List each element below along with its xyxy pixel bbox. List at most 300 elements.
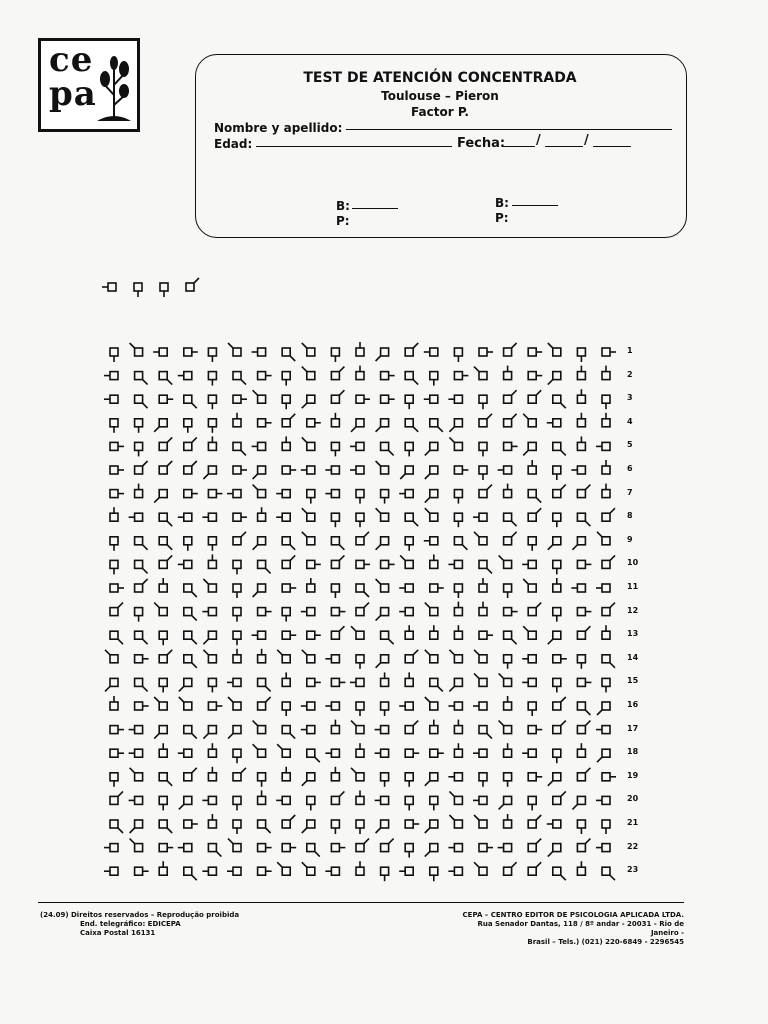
symbol-d[interactable] xyxy=(454,490,462,504)
symbol-r[interactable] xyxy=(356,395,370,403)
symbol-l[interactable] xyxy=(129,749,143,757)
symbol-dl[interactable] xyxy=(572,796,585,809)
symbol-dr[interactable] xyxy=(282,726,295,739)
symbol-ur[interactable] xyxy=(602,603,615,616)
symbol-r[interactable] xyxy=(479,348,493,356)
symbol-dl[interactable] xyxy=(376,655,389,668)
symbol-d[interactable] xyxy=(405,537,413,551)
symbol-ur[interactable] xyxy=(553,721,566,734)
symbol-l[interactable] xyxy=(276,513,290,521)
symbol-dl[interactable] xyxy=(154,726,167,739)
symbol-ur[interactable] xyxy=(356,603,369,616)
symbol-d[interactable] xyxy=(553,513,561,527)
symbol-dl[interactable] xyxy=(548,537,561,550)
symbol-ur[interactable] xyxy=(233,768,246,781)
symbol-l[interactable] xyxy=(596,726,610,734)
symbol-dr[interactable] xyxy=(159,372,172,385)
symbol-d[interactable] xyxy=(430,796,438,810)
symbol-dr[interactable] xyxy=(356,584,369,597)
symbol-r[interactable] xyxy=(208,490,222,498)
symbol-d[interactable] xyxy=(208,678,216,692)
symbol-ur[interactable] xyxy=(528,815,541,828)
symbol-ul[interactable] xyxy=(474,367,487,380)
symbol-l[interactable] xyxy=(473,749,487,757)
symbol-l[interactable] xyxy=(571,466,585,474)
symbol-l[interactable] xyxy=(325,655,339,663)
symbol-d[interactable] xyxy=(454,348,462,362)
symbol-d[interactable] xyxy=(159,678,167,692)
symbol-dl[interactable] xyxy=(425,442,438,455)
symbol-dl[interactable] xyxy=(376,537,389,550)
symbol-r[interactable] xyxy=(331,844,345,852)
symbol-u[interactable] xyxy=(356,861,364,875)
symbol-d[interactable] xyxy=(553,678,561,692)
symbol-ul[interactable] xyxy=(302,650,315,663)
symbol-u[interactable] xyxy=(208,743,216,757)
symbol-l[interactable] xyxy=(301,726,315,734)
symbol-u[interactable] xyxy=(577,436,585,450)
symbol-dl[interactable] xyxy=(425,466,438,479)
symbol-ur[interactable] xyxy=(577,485,590,498)
symbol-ur[interactable] xyxy=(135,461,148,474)
symbol-l[interactable] xyxy=(104,867,118,875)
symbol-d[interactable] xyxy=(405,773,413,787)
symbol-l[interactable] xyxy=(350,442,364,450)
symbol-ur[interactable] xyxy=(405,650,418,663)
symbol-d[interactable] xyxy=(356,490,364,504)
symbol-dr[interactable] xyxy=(307,844,320,857)
symbol-l[interactable] xyxy=(104,395,118,403)
symbol-ul[interactable] xyxy=(253,390,266,403)
symbol-l[interactable] xyxy=(547,820,561,828)
symbol-l[interactable] xyxy=(448,844,462,852)
symbol-l[interactable] xyxy=(375,726,389,734)
symbol-d[interactable] xyxy=(282,395,290,409)
symbol-dl[interactable] xyxy=(548,372,561,385)
symbol-dl[interactable] xyxy=(548,844,561,857)
symbol-ur[interactable] xyxy=(528,508,541,521)
symbol-r[interactable] xyxy=(258,419,272,427)
symbol-d[interactable] xyxy=(282,608,290,622)
symbol-ur[interactable] xyxy=(331,390,344,403)
symbol-d[interactable] xyxy=(110,537,118,551)
symbol-u[interactable] xyxy=(430,625,438,639)
symbol-d[interactable] xyxy=(430,867,438,881)
symbol-dr[interactable] xyxy=(135,560,148,573)
symbol-dl[interactable] xyxy=(253,537,266,550)
symbol-u[interactable] xyxy=(454,602,462,616)
symbol-ur[interactable] xyxy=(504,532,517,545)
symbol-r[interactable] xyxy=(110,584,124,592)
symbol-l[interactable] xyxy=(301,702,315,710)
symbol-ul[interactable] xyxy=(474,532,487,545)
symbol-r[interactable] xyxy=(430,584,444,592)
symbol-r[interactable] xyxy=(331,608,345,616)
symbol-r[interactable] xyxy=(381,560,395,568)
symbol-d[interactable] xyxy=(110,773,118,787)
symbol-ul[interactable] xyxy=(154,697,167,710)
symbol-dr[interactable] xyxy=(208,844,221,857)
symbol-l[interactable] xyxy=(399,867,413,875)
symbol-d[interactable] xyxy=(135,608,143,622)
symbol-l[interactable] xyxy=(178,513,192,521)
symbol-dr[interactable] xyxy=(553,867,566,880)
symbol-dl[interactable] xyxy=(228,726,241,739)
symbol-dl[interactable] xyxy=(548,631,561,644)
symbol-dr[interactable] xyxy=(135,395,148,408)
symbol-ul[interactable] xyxy=(277,744,290,757)
symbol-ur[interactable] xyxy=(184,768,197,781)
symbol-l[interactable] xyxy=(325,490,339,498)
symbol-l[interactable] xyxy=(375,749,389,757)
symbol-u[interactable] xyxy=(258,649,266,663)
symbol-u[interactable] xyxy=(602,366,610,380)
symbol-l[interactable] xyxy=(596,844,610,852)
symbol-dr[interactable] xyxy=(184,608,197,621)
symbol-d[interactable] xyxy=(135,442,143,456)
symbol-d[interactable] xyxy=(331,513,339,527)
symbol-r[interactable] xyxy=(454,466,468,474)
symbol-d[interactable] xyxy=(454,513,462,527)
symbol-ul[interactable] xyxy=(179,697,192,710)
symbol-l[interactable] xyxy=(498,466,512,474)
symbol-r[interactable] xyxy=(528,348,542,356)
symbol-l[interactable] xyxy=(301,608,315,616)
symbol-r[interactable] xyxy=(159,395,173,403)
symbol-l[interactable] xyxy=(473,702,487,710)
symbol-ul[interactable] xyxy=(228,343,241,356)
symbol-ul[interactable] xyxy=(130,768,143,781)
symbol-r[interactable] xyxy=(307,678,321,686)
symbol-ul[interactable] xyxy=(425,508,438,521)
symbol-d[interactable] xyxy=(405,844,413,858)
symbol-ul[interactable] xyxy=(474,673,487,686)
symbol-r[interactable] xyxy=(577,678,591,686)
symbol-dr[interactable] xyxy=(381,442,394,455)
symbol-d[interactable] xyxy=(479,442,487,456)
symbol-l[interactable] xyxy=(301,466,315,474)
symbol-ul[interactable] xyxy=(302,343,315,356)
symbol-r[interactable] xyxy=(135,655,149,663)
symbol-u[interactable] xyxy=(553,578,561,592)
symbol-dl[interactable] xyxy=(425,773,438,786)
symbol-dr[interactable] xyxy=(184,631,197,644)
symbol-l[interactable] xyxy=(252,442,266,450)
symbol-r[interactable] xyxy=(307,560,321,568)
symbol-ul[interactable] xyxy=(425,603,438,616)
symbol-ur[interactable] xyxy=(135,579,148,592)
symbol-u[interactable] xyxy=(258,507,266,521)
symbol-u[interactable] xyxy=(430,720,438,734)
symbol-dr[interactable] xyxy=(479,560,492,573)
symbol-ul[interactable] xyxy=(474,815,487,828)
symbol-ul[interactable] xyxy=(130,839,143,852)
symbol-dl[interactable] xyxy=(203,726,216,739)
symbol-dr[interactable] xyxy=(405,513,418,526)
symbol-d[interactable] xyxy=(479,395,487,409)
symbol-r[interactable] xyxy=(258,372,272,380)
symbol-dr[interactable] xyxy=(184,867,197,880)
symbol-ur[interactable] xyxy=(356,839,369,852)
symbol-d[interactable] xyxy=(553,749,561,763)
symbol-l[interactable] xyxy=(202,513,216,521)
symbol-dr[interactable] xyxy=(110,631,123,644)
symbol-ul[interactable] xyxy=(425,697,438,710)
symbol-d[interactable] xyxy=(159,631,167,645)
symbol-l[interactable] xyxy=(178,844,192,852)
symbol-d[interactable] xyxy=(356,820,364,834)
symbol-l[interactable] xyxy=(522,678,536,686)
symbol-dl[interactable] xyxy=(449,419,462,432)
symbol-dr[interactable] xyxy=(159,537,172,550)
symbol-d[interactable] xyxy=(331,584,339,598)
symbol-r[interactable] xyxy=(553,655,567,663)
symbol-d[interactable] xyxy=(405,395,413,409)
symbol-dr[interactable] xyxy=(258,678,271,691)
symbol-dr[interactable] xyxy=(282,348,295,361)
symbol-r[interactable] xyxy=(282,631,296,639)
symbol-r[interactable] xyxy=(258,608,272,616)
symbol-d[interactable] xyxy=(602,678,610,692)
symbol-dr[interactable] xyxy=(258,560,271,573)
symbol-u[interactable] xyxy=(159,861,167,875)
symbol-l[interactable] xyxy=(276,796,290,804)
symbol-u[interactable] xyxy=(430,554,438,568)
symbol-ur[interactable] xyxy=(405,721,418,734)
symbol-l[interactable] xyxy=(227,490,241,498)
symbol-u[interactable] xyxy=(602,460,610,474)
symbol-u[interactable] xyxy=(331,767,339,781)
symbol-r[interactable] xyxy=(282,584,296,592)
symbol-dr[interactable] xyxy=(602,867,615,880)
symbol-ur[interactable] xyxy=(233,532,246,545)
symbol-ul[interactable] xyxy=(302,437,315,450)
symbol-ur[interactable] xyxy=(577,768,590,781)
symbol-r[interactable] xyxy=(233,513,247,521)
symbol-dl[interactable] xyxy=(499,796,512,809)
symbol-dr[interactable] xyxy=(331,537,344,550)
symbol-u[interactable] xyxy=(504,743,512,757)
symbol-l[interactable] xyxy=(129,796,143,804)
symbol-dl[interactable] xyxy=(425,844,438,857)
symbol-dl[interactable] xyxy=(179,678,192,691)
symbol-r[interactable] xyxy=(331,678,345,686)
symbol-d[interactable] xyxy=(233,796,241,810)
symbol-dr[interactable] xyxy=(184,584,197,597)
symbol-u[interactable] xyxy=(159,578,167,592)
symbol-d[interactable] xyxy=(110,419,118,433)
symbol-dr[interactable] xyxy=(528,490,541,503)
symbol-ul[interactable] xyxy=(376,461,389,474)
symbol-dr[interactable] xyxy=(135,631,148,644)
symbol-l[interactable] xyxy=(473,796,487,804)
symbol-ul[interactable] xyxy=(499,721,512,734)
symbol-d[interactable] xyxy=(110,560,118,574)
symbol-d[interactable] xyxy=(454,584,462,598)
symbol-dl[interactable] xyxy=(376,348,389,361)
symbol-r[interactable] xyxy=(405,749,419,757)
symbol-d[interactable] xyxy=(602,395,610,409)
symbol-r[interactable] xyxy=(282,844,296,852)
symbol-ur[interactable] xyxy=(528,603,541,616)
symbol-dl[interactable] xyxy=(105,678,118,691)
symbol-ul[interactable] xyxy=(597,532,610,545)
symbol-u[interactable] xyxy=(282,436,290,450)
symbol-l[interactable] xyxy=(178,372,192,380)
symbol-ul[interactable] xyxy=(351,721,364,734)
symbol-r[interactable] xyxy=(184,820,198,828)
symbol-l[interactable] xyxy=(104,844,118,852)
symbol-dr[interactable] xyxy=(307,749,320,762)
symbol-d[interactable] xyxy=(577,820,585,834)
symbol-ul[interactable] xyxy=(449,437,462,450)
symbol-l[interactable] xyxy=(596,584,610,592)
symbol-ul[interactable] xyxy=(425,650,438,663)
symbol-u[interactable] xyxy=(504,814,512,828)
symbol-ur[interactable] xyxy=(282,815,295,828)
symbol-l[interactable] xyxy=(178,560,192,568)
symbol-dl[interactable] xyxy=(523,442,536,455)
symbol-ur[interactable] xyxy=(577,626,590,639)
symbol-dl[interactable] xyxy=(253,584,266,597)
symbol-ul[interactable] xyxy=(523,579,536,592)
symbol-r[interactable] xyxy=(504,442,518,450)
symbol-dl[interactable] xyxy=(376,419,389,432)
symbol-r[interactable] xyxy=(602,348,616,356)
symbol-dr[interactable] xyxy=(381,631,394,644)
symbol-ul[interactable] xyxy=(302,862,315,875)
symbol-r[interactable] xyxy=(381,395,395,403)
symbol-dl[interactable] xyxy=(597,702,610,715)
symbol-dl[interactable] xyxy=(154,490,167,503)
symbol-ur[interactable] xyxy=(553,791,566,804)
symbol-r[interactable] xyxy=(184,348,198,356)
symbol-ur[interactable] xyxy=(331,555,344,568)
symbol-dl[interactable] xyxy=(302,395,315,408)
symbol-d[interactable] xyxy=(356,702,364,716)
symbol-u[interactable] xyxy=(577,743,585,757)
symbol-d[interactable] xyxy=(208,537,216,551)
symbol-ur[interactable] xyxy=(184,461,197,474)
symbol-l[interactable] xyxy=(104,372,118,380)
symbol-dl[interactable] xyxy=(449,678,462,691)
symbol-dr[interactable] xyxy=(110,820,123,833)
symbol-u[interactable] xyxy=(208,554,216,568)
symbol-l[interactable] xyxy=(399,608,413,616)
symbol-ur[interactable] xyxy=(553,697,566,710)
symbol-d[interactable] xyxy=(405,796,413,810)
symbol-ul[interactable] xyxy=(253,485,266,498)
symbol-l[interactable] xyxy=(424,395,438,403)
symbol-l[interactable] xyxy=(276,490,290,498)
symbol-d[interactable] xyxy=(577,348,585,362)
symbol-d[interactable] xyxy=(135,419,143,433)
symbol-u[interactable] xyxy=(577,389,585,403)
symbol-dl[interactable] xyxy=(400,466,413,479)
symbol-ur[interactable] xyxy=(110,603,123,616)
symbol-ur[interactable] xyxy=(184,437,197,450)
symbol-d[interactable] xyxy=(553,560,561,574)
symbol-l[interactable] xyxy=(473,513,487,521)
symbol-r[interactable] xyxy=(184,490,198,498)
symbol-dl[interactable] xyxy=(203,466,216,479)
symbol-dr[interactable] xyxy=(430,419,443,432)
symbol-dl[interactable] xyxy=(376,820,389,833)
symbol-u[interactable] xyxy=(331,413,339,427)
symbol-dl[interactable] xyxy=(130,820,143,833)
symbol-u[interactable] xyxy=(135,484,143,498)
symbol-d[interactable] xyxy=(430,372,438,386)
symbol-d[interactable] xyxy=(553,608,561,622)
symbol-u[interactable] xyxy=(159,743,167,757)
symbol-ur[interactable] xyxy=(159,437,172,450)
symbol-d[interactable] xyxy=(307,796,315,810)
symbol-dl[interactable] xyxy=(253,466,266,479)
symbol-ur[interactable] xyxy=(528,862,541,875)
symbol-dl[interactable] xyxy=(425,820,438,833)
symbol-l[interactable] xyxy=(129,726,143,734)
symbol-u[interactable] xyxy=(479,602,487,616)
symbol-dr[interactable] xyxy=(282,537,295,550)
symbol-u[interactable] xyxy=(307,578,315,592)
symbol-dr[interactable] xyxy=(184,726,197,739)
symbol-l[interactable] xyxy=(202,796,216,804)
symbol-ur[interactable] xyxy=(159,461,172,474)
symbol-d[interactable] xyxy=(233,631,241,645)
symbol-ul[interactable] xyxy=(130,343,143,356)
symbol-l[interactable] xyxy=(448,702,462,710)
symbol-u[interactable] xyxy=(258,790,266,804)
symbol-ul[interactable] xyxy=(351,768,364,781)
symbol-ul[interactable] xyxy=(277,862,290,875)
symbol-d[interactable] xyxy=(356,655,364,669)
symbol-l[interactable] xyxy=(227,867,241,875)
symbol-u[interactable] xyxy=(208,814,216,828)
symbol-u[interactable] xyxy=(504,696,512,710)
symbol-ur[interactable] xyxy=(282,414,295,427)
symbol-dr[interactable] xyxy=(258,820,271,833)
symbol-d[interactable] xyxy=(504,584,512,598)
symbol-d[interactable] xyxy=(233,820,241,834)
symbol-ur[interactable] xyxy=(577,839,590,852)
symbol-d[interactable] xyxy=(331,348,339,362)
symbol-r[interactable] xyxy=(602,773,616,781)
symbol-ur[interactable] xyxy=(258,697,271,710)
symbol-ul[interactable] xyxy=(499,673,512,686)
symbol-ul[interactable] xyxy=(105,650,118,663)
symbol-l[interactable] xyxy=(325,702,339,710)
symbol-ur[interactable] xyxy=(159,650,172,663)
symbol-ul[interactable] xyxy=(523,414,536,427)
symbol-d[interactable] xyxy=(528,796,536,810)
symbol-dr[interactable] xyxy=(405,419,418,432)
symbol-l[interactable] xyxy=(375,796,389,804)
symbol-r[interactable] xyxy=(135,702,149,710)
symbol-dr[interactable] xyxy=(135,678,148,691)
symbol-u[interactable] xyxy=(602,484,610,498)
symbol-dr[interactable] xyxy=(577,702,590,715)
symbol-ul[interactable] xyxy=(376,508,389,521)
symbol-r[interactable] xyxy=(110,749,124,757)
symbol-dr[interactable] xyxy=(159,773,172,786)
symbol-u[interactable] xyxy=(208,767,216,781)
symbol-d[interactable] xyxy=(577,655,585,669)
symbol-d[interactable] xyxy=(528,537,536,551)
symbol-ur[interactable] xyxy=(528,839,541,852)
symbol-u[interactable] xyxy=(405,625,413,639)
symbol-dl[interactable] xyxy=(548,773,561,786)
symbol-ur[interactable] xyxy=(553,485,566,498)
